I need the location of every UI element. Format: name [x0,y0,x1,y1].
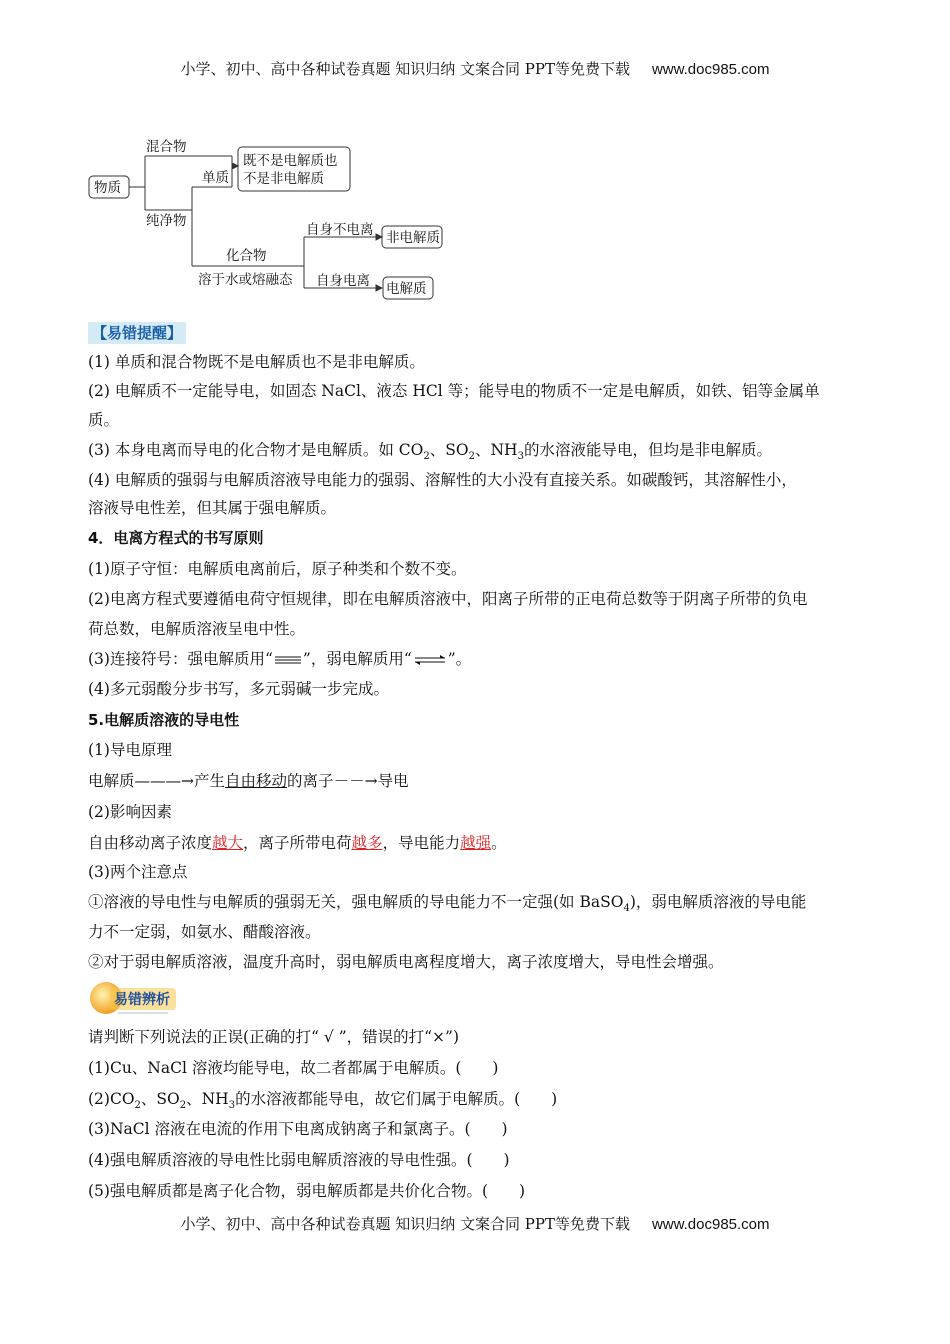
section5-s3: (3)两个注意点 [88,863,188,881]
tip-4-cont: 溶液导电性差，但其属于强电解质。 [88,499,337,517]
label-not-ionize: 自身不电离 [306,222,374,238]
label-wuzhi: 物质 [94,180,121,196]
equals-sign-icon [273,654,303,666]
tip-3: (3) 本身电离而导电的化合物才是电解质。如 $CO_2$、$SO_2$、$NH_3$的水溶液能导电，但均是非电解质。 [88,441,772,463]
section5-note2: ②对于弱电解质溶液，温度升高时，弱电解质电离程度增大，离子浓度增大，导电性会增强。 [88,953,724,971]
section5-note1-cont: 力不一定弱，如氨水、醋酸溶液。 [88,923,321,941]
classification-diagram [86,130,466,305]
section5-s2: (2)影响因素 [88,803,172,821]
section5-s1: (1)导电原理 [88,741,172,759]
label-huahewu: 化合物 [226,248,267,264]
label-condition: 溶于水或熔融态 [198,272,293,288]
tip-2-cont: 质。 [88,411,120,429]
reversible-arrow-icon [412,654,448,666]
label-hunhewu: 混合物 [146,139,187,155]
page-header [0,58,950,79]
label-chunjingwu: 纯净物 [146,213,187,229]
tip-1: (1) 单质和混合物既不是电解质也不是非电解质。 [88,353,425,371]
quiz-q4: (4)强电解质溶液的导电性比弱电解质溶液的导电性强。( ) [88,1151,510,1169]
tip-2: (2) 电解质不一定能导电，如固态 NaCl、液态 HCl 等；能导电的物质不一定是电解质，如铁、铝等金属单 [88,382,820,400]
quiz-q1: (1)Cu、NaCl 溶液均能导电，故二者都属于电解质。( ) [88,1059,499,1077]
error-analysis-badge [88,980,184,1016]
quiz-q2: $(2)CO_2$、$SO_2$、$NH_3$的水溶液都能导电，故它们属于电解质。( ) [88,1090,558,1112]
section5-title: 5.电解质溶液的导电性 [88,711,240,729]
section5-factors: 自由移动离子浓度越大，离子所带电荷越多，导电能力越强。 [88,834,507,852]
label-nonelectrolyte: 非电解质 [386,230,440,246]
section4-p3: (3)连接符号：强电解质用“ ”，弱电解质用“ ”。 [88,650,472,668]
label-danzhi: 单质 [202,170,229,186]
tip-title: 【易错提醒】 [88,322,186,344]
label-neither-2: 不是非电解质 [243,171,324,187]
quiz-intro: 请判断下列说法的正误(正确的打“ √ ”，错误的打“×”) [88,1028,460,1046]
section4-title: 4．电离方程式的书写原则 [88,529,264,547]
label-ionize: 自身电离 [316,273,370,289]
header-text: 小学、初中、高中各种试卷真题 知识归纳 文案合同 PPT等免费下载 [180,60,630,78]
badge-label: 易错辨析 [114,992,170,1008]
quiz-q5: (5)强电解质都是离子化合物，弱电解质都是共价化合物。( ) [88,1182,526,1200]
label-neither-1: 既不是电解质也 [243,153,338,169]
footer-url[interactable]: www.doc985.com [651,1216,770,1233]
section4-p1: (1)原子守恒：电解质电离前后，原子种类和个数不变。 [88,560,467,578]
section5-note1: ①溶液的导电性与电解质的强弱无关，强电解质的导电能力不一定强(如 BaSO$_4$)，弱电解质溶液的导电能 [88,893,807,915]
section4-p2: (2)电离方程式要遵循电荷守恒规律，即在电解质溶液中，阳离子所带的正电荷总数等于阴离子所带的负电 [88,590,808,608]
quiz-q3: (3)NaCl 溶液在电流的作用下电离成钠离子和氯离子。( ) [88,1120,508,1138]
page-footer [0,1213,950,1234]
tip-4: (4) 电解质的强弱与电解质溶液导电能力的强弱、溶解性的大小没有直接关系。如碳酸钙，其溶解性小， [88,471,797,489]
footer-text: 小学、初中、高中各种试卷真题 知识归纳 文案合同 PPT等免费下载 [180,1215,630,1233]
header-url[interactable]: www.doc985.com [651,61,770,78]
section4-p4: (4)多元弱酸分步书写，多元弱碱一步完成。 [88,680,389,698]
section5-principle: 电解质———→产生自由移动的离子－－→导电 [88,772,409,790]
section4-p2-cont: 荷总数，电解质溶液呈电中性。 [88,620,306,638]
label-electrolyte: 电解质 [386,281,427,297]
